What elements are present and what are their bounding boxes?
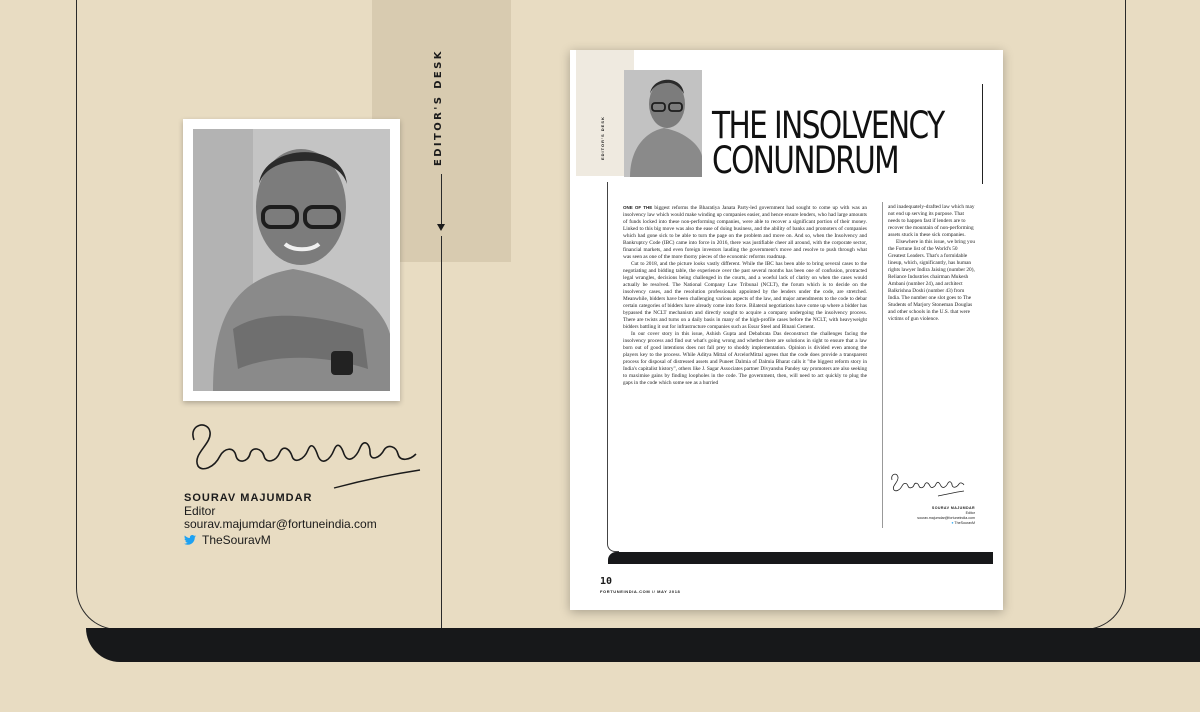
author-twitter[interactable] [184,533,271,547]
page-signature-block [917,506,975,526]
lead-in: ONE OF THE [623,205,653,210]
article-paragraph: and inadequately-drafted law which may not end up serving its purpose. That needs to happen fast if lenders are to recover the mountain of non-performing assets stuck in these sick companies. [888,204,975,238]
arrow-down-icon [437,224,445,231]
twitter-icon: ● [951,521,954,525]
article-paragraph: In our cover story in this issue, Ashish Gupta and Debabrata Das deconstruct the challenges facing the insolvency process and find out what's going wrong and whether there are solutions in sight to ensure that a law born out of good intentions does not fall prey to shoddy implementation. Opinion is divided even among the players key to the process. While Aditya Mittal of ArcelorMittal agrees that the code does provide a transparent process for disposal of distressed assets and Puneet Dalmia of Dalmia Bharat calls it "the biggest reform story in India's capitalist history", others like J. Sagar Associates partner Divyanshu Pandey say promoters are also seeking to maximise gains by finding loopholes in the code. The government, then, will need to act quickly to plug the gaps in the code which some see as a hurried [623,331,867,386]
article-paragraph: ONE OF THE biggest reforms the Bharatiya Janata Party-led government had sought to come up with was an insolvency law which would make winding up companies easier, and hence ensure lenders, who had large amounts of funds locked into these non-performing companies, were able to recover a significant portion of their money. Linked to this big move was also the ease of doing business, and the ability of banks and promoters of companies which had gone sick to be able to turn the page on the problem and move on. And so, when the Insolvency and Bankruptcy Code (IBC) came into force in 2016, there was justifiable cheer all around, with the corporate sector, financial markets, and even foreign investors lauding the government's move and resolve to push through what was seen as one of the more thorny pieces of the economic reforms roadmap. [623,205,867,260]
magazine-page [570,50,1003,610]
title-rule [982,84,983,184]
page-sig-twitter: ● TheSouravM [951,521,975,525]
page-sig-email: sourav.majumdar@fortuneindia.com [917,516,975,520]
divider-line [441,236,442,628]
page-signature [888,468,966,498]
article-side-column [888,204,976,323]
twitter-icon [184,535,196,545]
article-title-line1: THE INSOLVENCY [712,104,944,147]
footer-curve [607,530,619,552]
section-label: EDITOR'S DESK [433,49,444,166]
page-margin-line [607,182,608,534]
column-rule [882,202,883,528]
page-source-line: FORTUNEINDIA.COM // MAY 2018 [600,589,681,594]
editor-photo-card [183,119,400,401]
page-footer-bar [608,552,993,564]
page-sig-role: Editor [965,511,975,515]
article-title-line2: CONUNDRUM [712,139,899,182]
article-title [712,104,944,182]
article-paragraph: Cut to 2018, and the picture looks vastly different. While the IBC has been able to bring several cases to the negotiating and bidding table, the experience over the past several months has been one of confusion, protracted legal wrangles, decisions being challenged in the courts, and a woeful lack of clarity on when the cases would actually be resolved. The National Company Law Tribunal (NCLT), the forum which is to decide on the insolvency cases, and the resolution professionals appointed by the lenders under the code, are stretched. Meanwhile, bidders have been challenging various aspects of the law, and major amendments to the code to debar certain categories of bidders have already come into force. Bilateral negotiations have come up where a bidder has bypassed the NCLT mechanism and directly sought to acquire a company undergoing the insolvency process. There are twists and turns on a daily basis in many of the high-profile cases before the NCLT, with heavyweight bidders battling it out for infrastructure companies such as Essar Steel and Binani Cement. [623,261,867,330]
author-email[interactable]: sourav.majumdar@fortuneindia.com [184,517,377,531]
author-name: SOURAV MAJUMDAR [184,492,313,504]
page-number: 10 [600,576,613,587]
author-role: Editor [184,504,216,518]
bottom-bar [86,628,1200,662]
editor-signature [184,410,424,492]
article-body [623,204,867,387]
page-editor-photo [624,70,702,177]
section-label-line [441,174,442,224]
twitter-handle: TheSouravM [202,533,271,547]
page-section-label: EDITOR'S DESK [600,116,605,160]
article-paragraph: Elsewhere in this issue, we bring you the Fortune list of the World's 50 Greatest Leaders. That's a formidable lineup, which, significantly, has human rights lawyer Indira Jaising (number 20), Reliance Industries chairman Mukesh Ambani (number 24), and architect Balkrishna Doshi (number 43) from India. The number one slot goes to The Students of Marjory Stoneman Douglas and other schools in the U.S. that were victims of gun violence. [888,239,975,322]
editor-portrait [193,129,390,391]
page-sig-name: SOURAV MAJUMDAR [931,506,975,510]
